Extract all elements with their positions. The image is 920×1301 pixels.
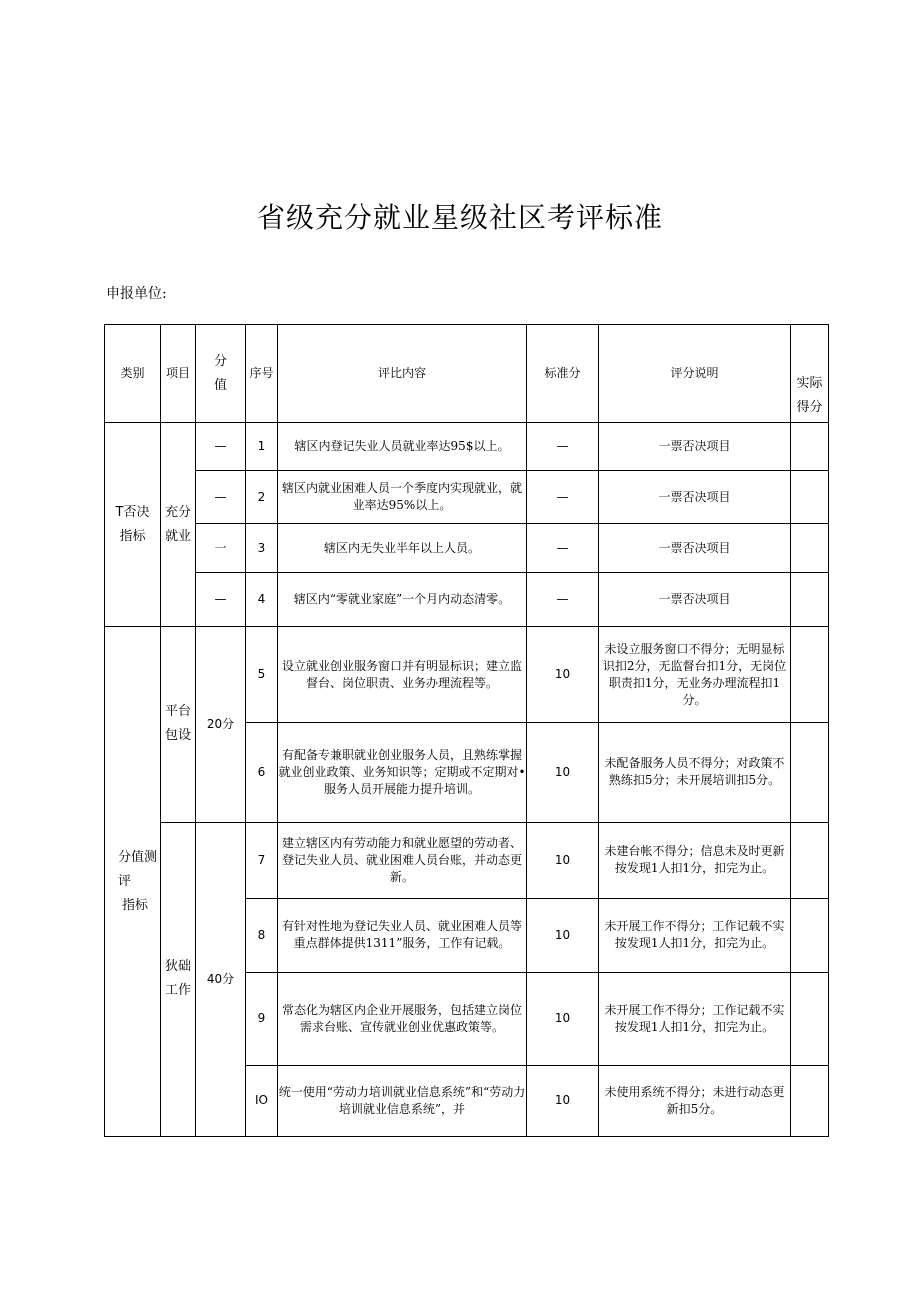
row-actual-score[interactable] [791,972,829,1065]
row-standard: — [527,471,599,524]
veto-item-line1: 充分 [164,504,191,520]
row-actual-score[interactable] [791,524,829,573]
veto-category-line1: T否决 [115,504,150,520]
table-row [105,822,829,898]
row-seq: 2 [246,471,278,524]
row-standard: — [527,423,599,471]
row-note: 未开展工作不得分；工作记载不实按发现1人扣1分，扣完为止。 [599,972,791,1065]
row-score: 一 [196,524,246,573]
basic-score: 40分 [196,822,246,1136]
header-actual [791,325,829,423]
row-seq: 9 [246,972,278,1065]
header-actual-line1: 实际 [796,376,823,392]
row-note: 一票否决项目 [599,524,791,573]
header-seq: 序号 [246,325,278,423]
evaluation-table [104,324,829,1137]
row-actual-score[interactable] [791,1065,829,1136]
header-score-value-line2: 值 [213,377,227,393]
header-actual-line2: 得分 [796,400,823,416]
row-seq: 4 [246,573,278,627]
applicant-label: 申报单位: [106,286,167,302]
row-content: 辖区内就业困难人员一个季度内实现就业，就业率达95%以上。 [278,471,527,524]
header-row [105,325,829,423]
table-row [105,471,829,524]
page-title: 省级充分就业星级社区考评标准 [256,201,663,234]
veto-item-line2: 就业 [164,528,191,544]
veto-item [161,423,196,627]
veto-category-line2: 指标 [119,528,146,544]
table-row [105,524,829,573]
score-category-line2: 评 [117,873,131,889]
row-seq: 1 [246,423,278,471]
header-score-value-line1: 分 [213,353,227,369]
row-note: 未建台帐不得分；信息未及时更新按发现1人扣1分，扣完为止。 [599,822,791,898]
platform-item [161,627,196,822]
veto-category [105,423,161,627]
row-standard: — [527,573,599,627]
platform-score: 20分 [196,627,246,822]
row-standard: 10 [527,723,599,822]
row-score: — [196,573,246,627]
header-scoring-note: 评分说明 [599,325,791,423]
row-content: 辖区内登记失业人员就业率达95$以上。 [278,423,527,471]
row-content: 有配备专兼职就业创业服务人员，且熟练掌握就业创业政策、业务知识等；定期或不定期对•服务人员开展能力提升培训。 [278,723,527,822]
row-content: 辖区内无失业半年以上人员。 [278,524,527,573]
header-category: 类别 [105,325,161,423]
row-actual-score[interactable] [791,423,829,471]
row-content: 有针对性地为登记失业人员、就业困难人员等重点群体提供1311”服务，工作有记载。 [278,898,527,972]
platform-item-line2: 包设 [164,728,191,744]
row-note: 未设立服务窗口不得分；无明显标识扣2分，无监督台扣1分，无岗位职责扣1分，无业务办理流程扣1分。 [599,627,791,723]
row-standard: 10 [527,972,599,1065]
row-standard: 10 [527,627,599,723]
score-category-line1: 分值测 [117,849,157,865]
row-seq: 6 [246,723,278,822]
row-note: 一票否决项目 [599,471,791,524]
table-row [105,423,829,471]
header-item: 项目 [161,325,196,423]
row-standard: 10 [527,822,599,898]
row-note: 未使用系统不得分；未进行动态更新扣5分。 [599,1065,791,1136]
table-row [105,627,829,723]
row-content: 常态化为辖区内企业开展服务，包括建立岗位需求台账、宣传就业创业优惠政策等。 [278,972,527,1065]
row-content: 统一使用“劳动力培训就业信息系统”和“劳动力培训就业信息系统”，并 [278,1065,527,1136]
row-actual-score[interactable] [791,471,829,524]
row-actual-score[interactable] [791,573,829,627]
row-score: — [196,471,246,524]
header-content: 评比内容 [278,325,527,423]
row-actual-score[interactable] [791,822,829,898]
row-seq: IO [246,1065,278,1136]
row-seq: 3 [246,524,278,573]
row-standard: 10 [527,1065,599,1136]
row-note: 未配备服务人员不得分；对政策不熟练扣5分；未开展培训扣5分。 [599,723,791,822]
basic-item-line2: 工作 [164,983,191,999]
score-category-line3: 指标 [121,897,148,913]
row-note: 一票否决项目 [599,423,791,471]
header-standard: 标准分 [527,325,599,423]
score-category [105,627,161,1137]
row-note: 一票否决项目 [599,573,791,627]
row-content: 建立辖区内有劳动能力和就业愿望的劳动者、登记失业人员、就业困难人员台账，并动态更新。 [278,822,527,898]
table-row [105,573,829,627]
row-seq: 7 [246,822,278,898]
row-seq: 8 [246,898,278,972]
platform-item-line1: 平台 [164,704,191,720]
row-actual-score[interactable] [791,723,829,822]
basic-item [161,822,196,1136]
row-content: 设立就业创业服务窗口并有明显标识；建立监督台、岗位职责、业务办理流程等。 [278,627,527,723]
row-content: 辖区内“零就业家庭”一个月内动态清零。 [278,573,527,627]
row-standard: 10 [527,898,599,972]
header-score-value [196,325,246,423]
row-standard: — [527,524,599,573]
row-note: 未开展工作不得分；工作记载不实按发现1人扣1分，扣完为止。 [599,898,791,972]
row-score: — [196,423,246,471]
row-seq: 5 [246,627,278,723]
basic-item-line1: 狄础 [164,959,191,975]
row-actual-score[interactable] [791,898,829,972]
row-actual-score[interactable] [791,627,829,723]
